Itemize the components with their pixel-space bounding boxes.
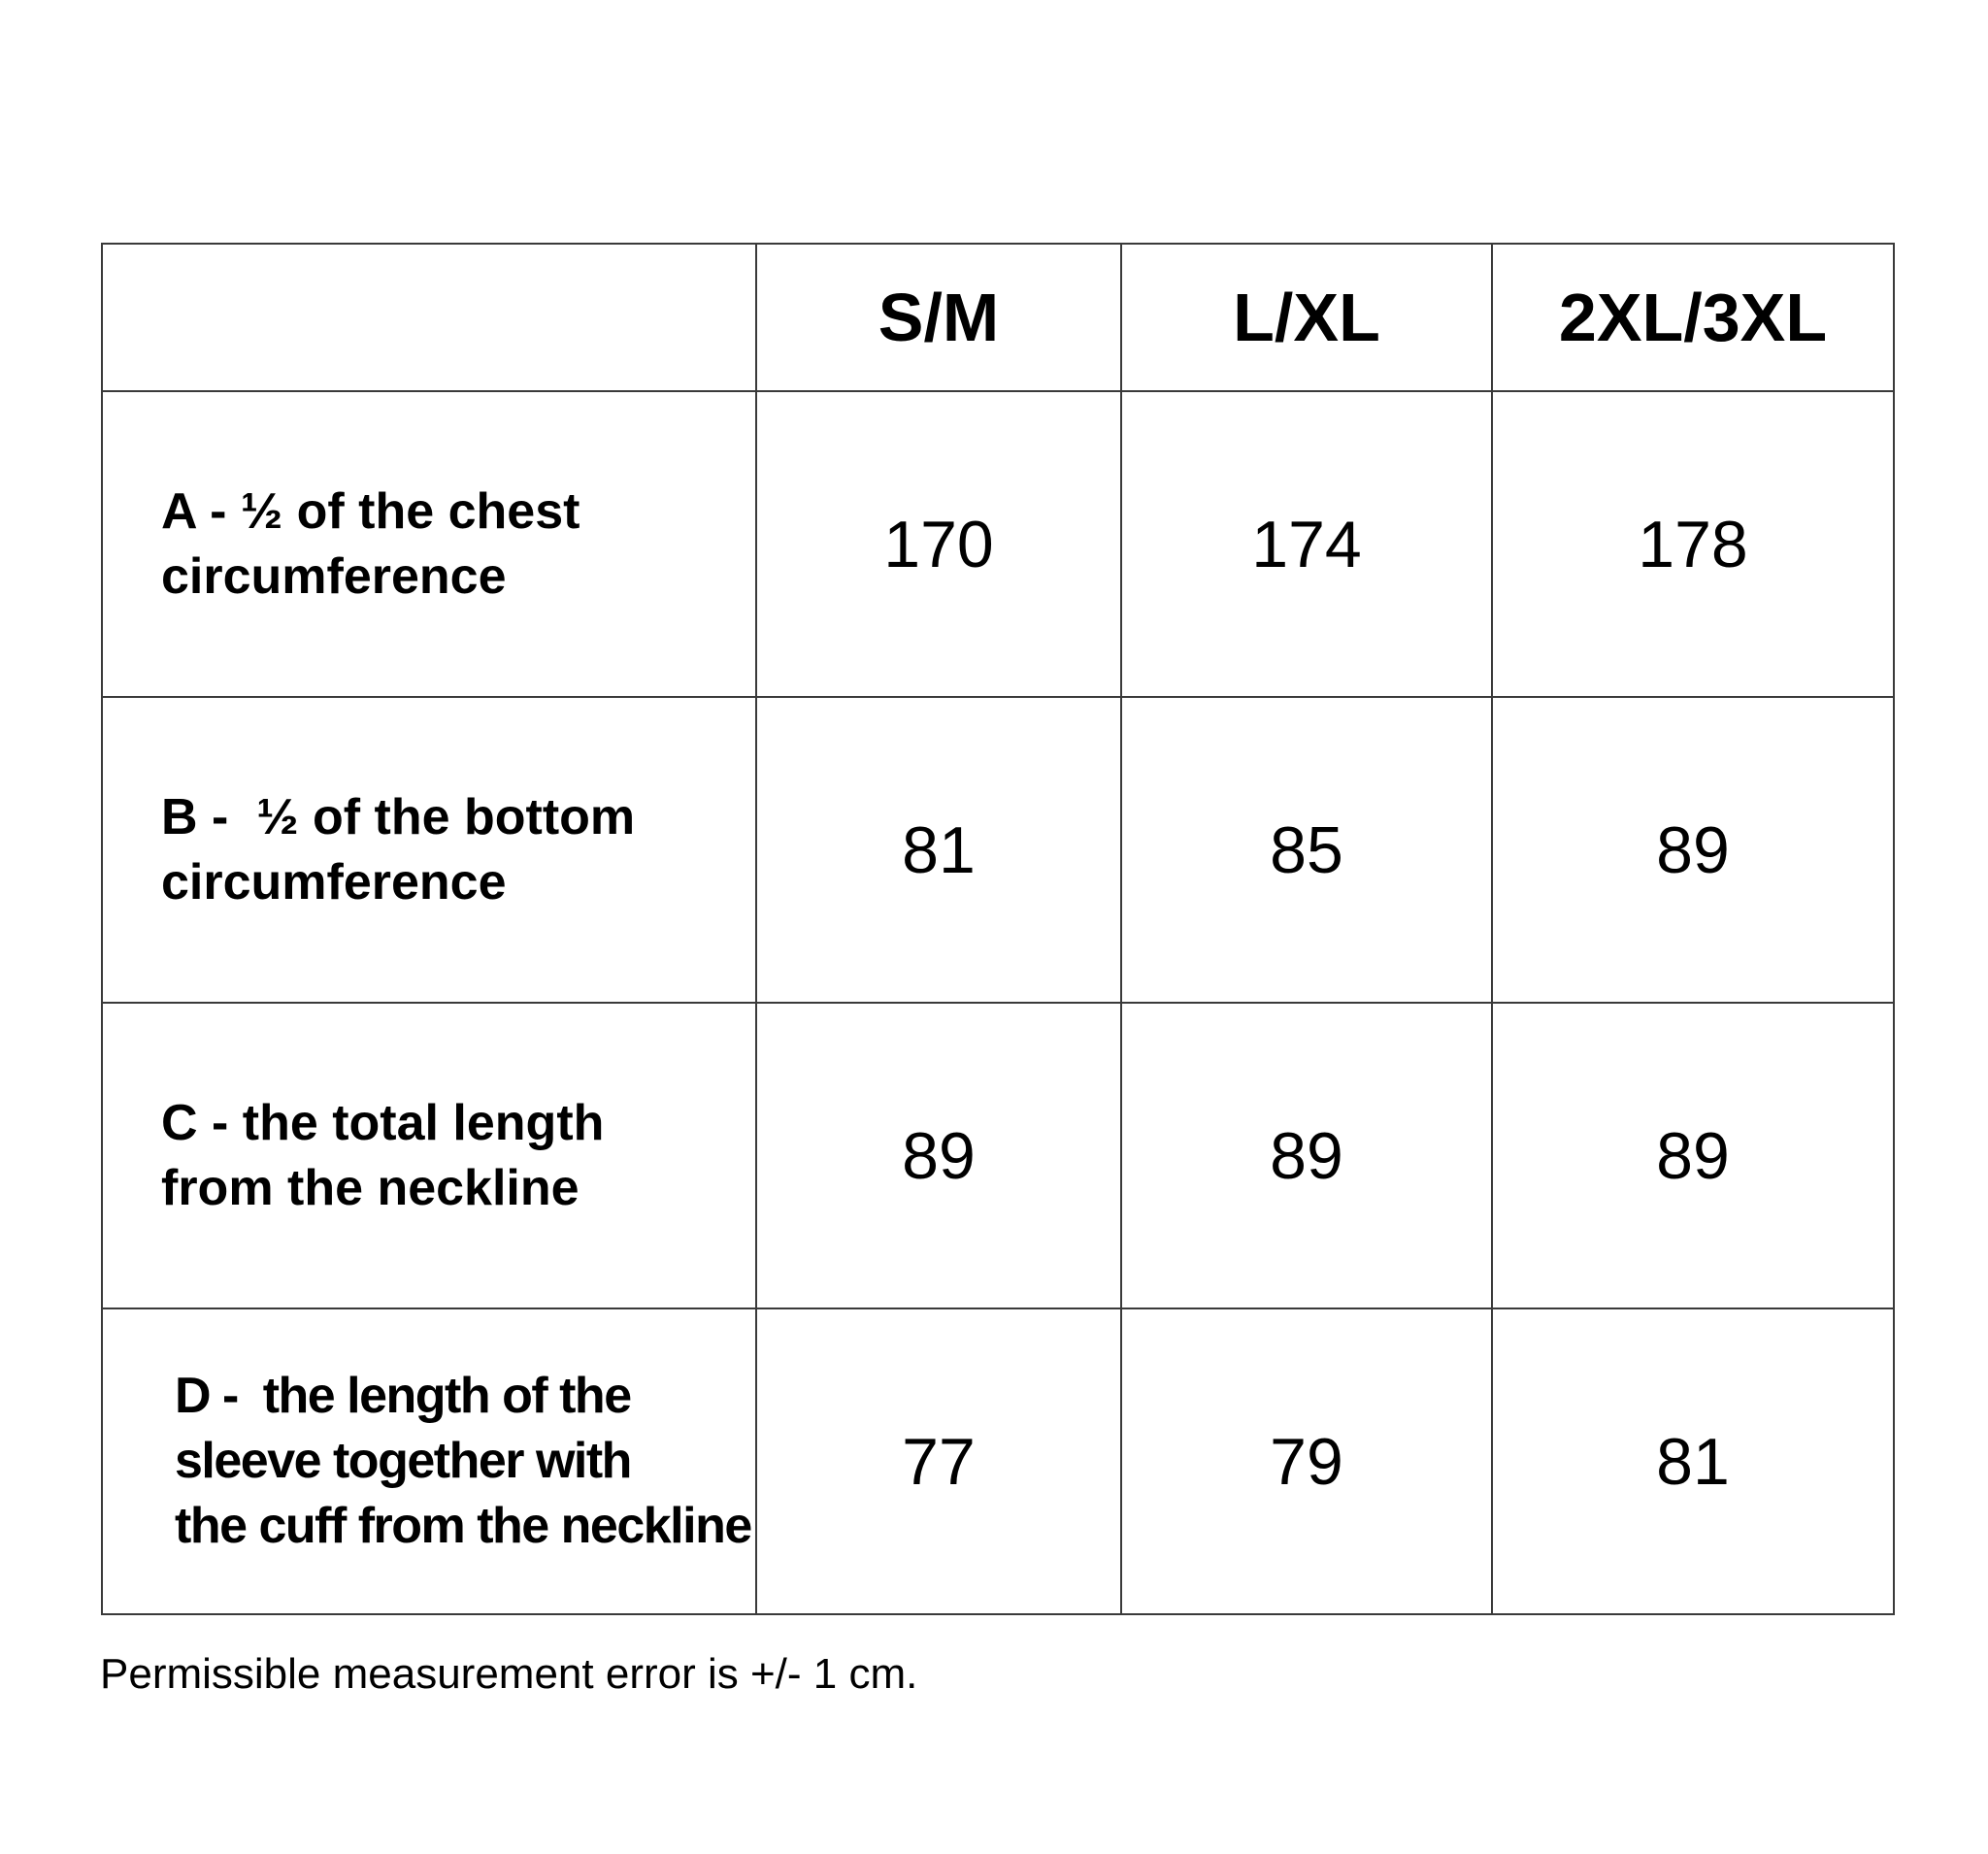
- table-cell-value: 178: [1492, 391, 1894, 697]
- row-label-line: B - ½ of the bottom: [161, 788, 636, 845]
- row-label-sleeve-length: [102, 1308, 756, 1614]
- size-chart-table: [101, 243, 1895, 1615]
- table-row: [102, 1308, 1894, 1614]
- table-cell-value: 89: [1492, 1003, 1894, 1308]
- table-cell-value: 170: [756, 391, 1121, 697]
- row-label-line: circumference: [161, 547, 507, 605]
- table-cell-value: 79: [1121, 1308, 1492, 1614]
- row-label-line: A - ½ of the chest: [161, 482, 580, 540]
- table-cell-value: 81: [756, 697, 1121, 1003]
- header-size-sm: S/M: [756, 244, 1121, 391]
- measurement-error-note: Permissible measurement error is +/- 1 cm.: [100, 1650, 918, 1698]
- header-size-2xl3xl: 2XL/3XL: [1492, 244, 1894, 391]
- table-cell-value: 89: [1121, 1003, 1492, 1308]
- row-label-chest: [102, 391, 756, 697]
- table-cell-value: 89: [1492, 697, 1894, 1003]
- row-label-line: from the neckline: [161, 1159, 580, 1216]
- table-cell-value: 81: [1492, 1308, 1894, 1614]
- row-label-line: circumference: [161, 853, 507, 910]
- table-row: [102, 697, 1894, 1003]
- row-label-line: C - the total length: [161, 1094, 605, 1151]
- table-cell-value: 89: [756, 1003, 1121, 1308]
- header-size-lxl: L/XL: [1121, 244, 1492, 391]
- row-label-total-length: [102, 1003, 756, 1308]
- row-label-line: the cuff from the neckline: [175, 1498, 751, 1554]
- row-label-line: D - the length of the: [175, 1368, 631, 1424]
- table-cell-value: 85: [1121, 697, 1492, 1003]
- table-cell-value: 174: [1121, 391, 1492, 697]
- table-header-row: [102, 244, 1894, 391]
- table-row: [102, 391, 1894, 697]
- header-empty-cell: [102, 244, 756, 391]
- table-cell-value: 77: [756, 1308, 1121, 1614]
- table-row: [102, 1003, 1894, 1308]
- row-label-line: sleeve together with: [175, 1433, 631, 1489]
- row-label-bottom: [102, 697, 756, 1003]
